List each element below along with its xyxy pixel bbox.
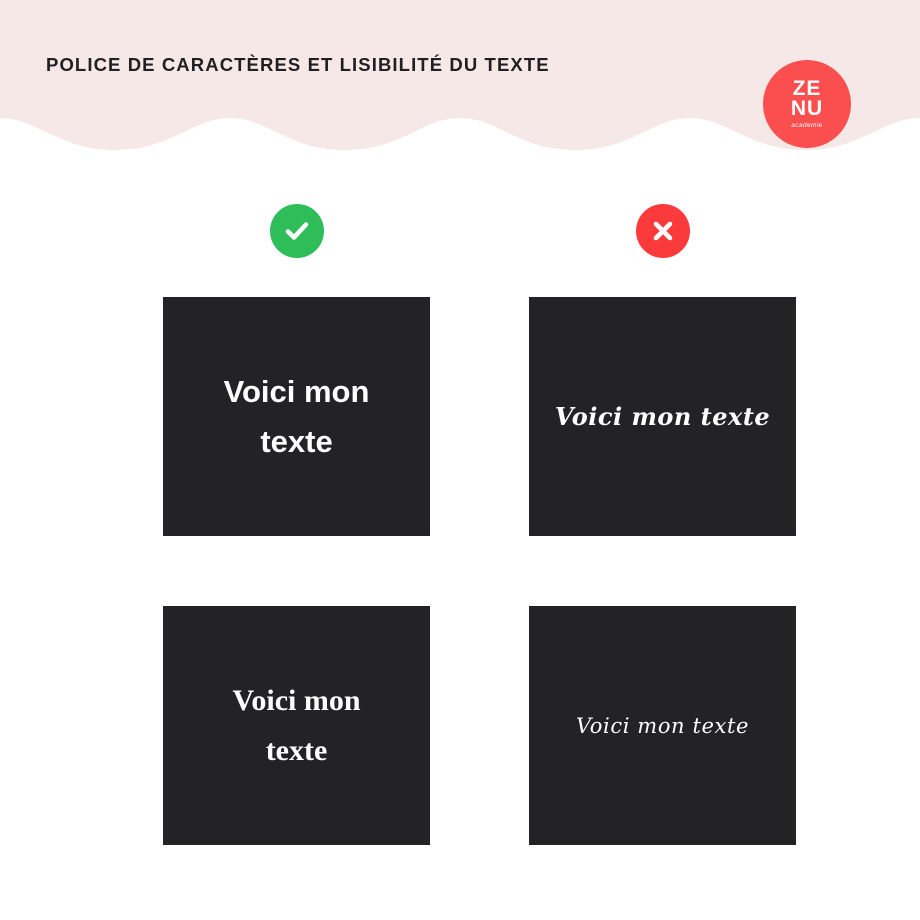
cross-circle-icon: [636, 204, 690, 258]
check-circle-icon: [270, 204, 324, 258]
logo-line-1: ZE: [792, 77, 822, 100]
logo-subtitle: academie: [791, 122, 823, 129]
cross-mark-glyph: [651, 219, 675, 243]
sample-text: Voici mon texte: [232, 683, 361, 767]
sample-text: Voici mon texte: [223, 373, 370, 459]
page-title: POLICE DE CARACTÈRES ET LISIBILITÉ DU TEXTE: [46, 54, 550, 75]
check-mark-glyph: [283, 217, 311, 245]
sample-text: Voici mon texte: [554, 401, 771, 431]
sample-card-good-sans: [163, 297, 430, 536]
sample-card-bad-script-bold: [529, 297, 796, 536]
logo-line-2: NU: [790, 97, 824, 120]
sample-text: Voici mon texte: [575, 713, 750, 738]
sample-card-good-serif: [163, 606, 430, 845]
zenu-academie-logo: [763, 60, 851, 148]
sample-card-bad-script-thin: [529, 606, 796, 845]
